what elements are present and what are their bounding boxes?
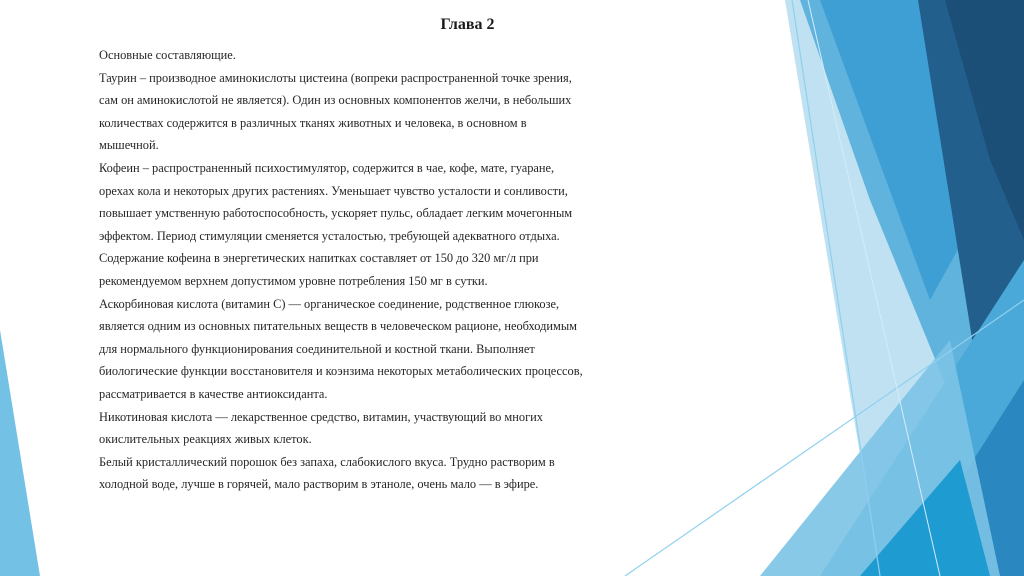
left-accent-shape <box>0 330 40 576</box>
paragraph-intro: Основные составляющие. <box>99 48 236 62</box>
paragraph-properties: Белый кристаллический порошок без запаха, слабокислого вкуса. Трудно растворим в холодной воде, лучше в горячей, мало растворим в этаноле, очень мало — в эфире. <box>99 454 555 492</box>
paragraph-nicotinic-acid: Никотиновая кислота — лекарственное средство, витамин, участвующий во многих окислительных реакциях живых клеток. <box>99 409 543 447</box>
paragraph-taurine: Таурин – производное аминокислоты цистеина (вопреки распространенной точке зрения, сам он аминокислотой не является). Один из основных компонентов желчи, в небольших количествах содержится в различных тканях животных и человека, в основном в мышечной. <box>99 70 572 153</box>
paragraph-ascorbic-acid: Аскорбиновая кислота (витамин С) — органическое соединение, родственное глюкозе, является одним из основных питательных веществ в человеческом рационе, необходимым для нормального функционирования соединительной и костной ткани. Выполняет биологические функции восстановителя и коэнзима некоторых метаболических процессов, рассматривается в качестве антиоксиданта. <box>99 296 583 401</box>
slide-body <box>99 44 589 496</box>
paragraph-caffeine: Кофеин – распространенный психостимулятор, содержится в чае, кофе, мате, гуаране, орехах кола и некоторых других растениях. Уменьшает чувство усталости и сонливости, повышает умственную работоспособность, ускоряет пульс, обладает легким мочегонным эффектом. Период стимуляции сменяется усталостью, требующей адекватного отдыха. Содержание кофеина в энергетических напитках составляет от 150 до 320 мг/л при рекомендуемом верхнем допустимом уровне потребления 150 мг в сутки. <box>99 160 573 288</box>
slide-title: Глава 2 <box>440 16 495 33</box>
